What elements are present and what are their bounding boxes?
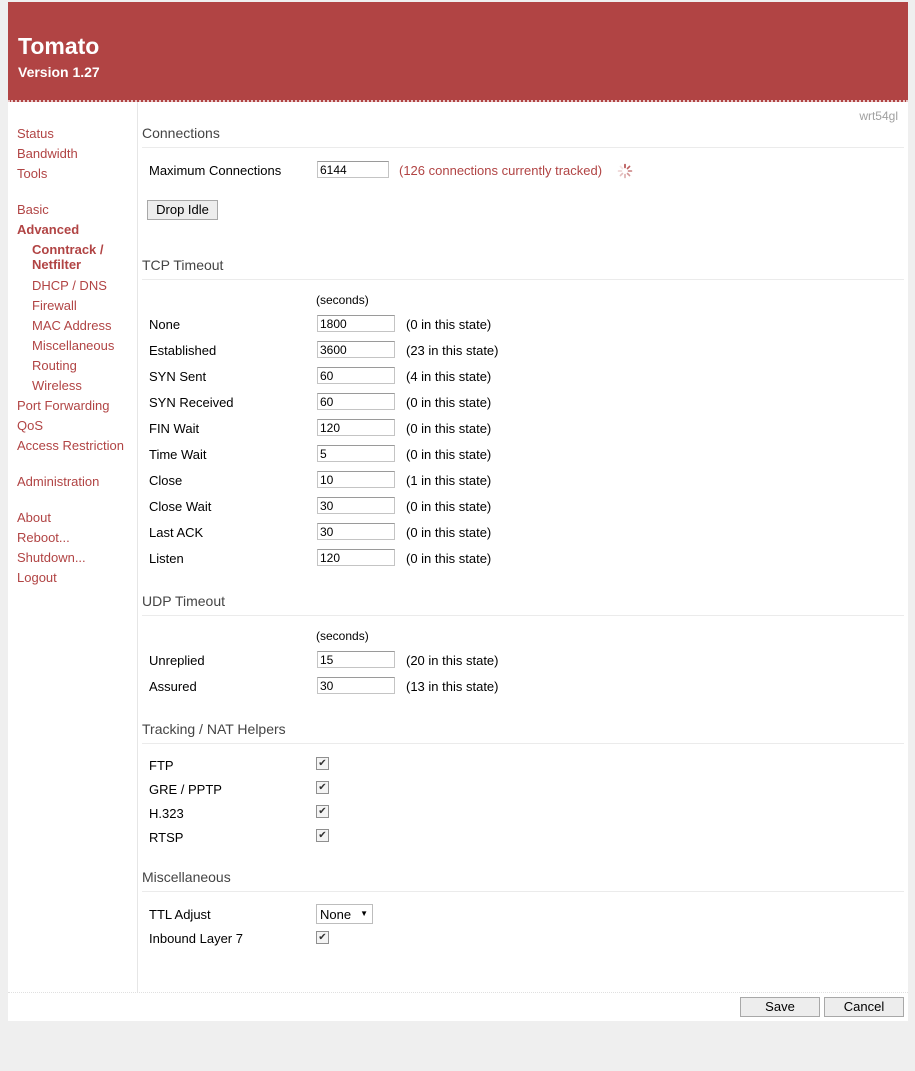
tcp-timeout-input[interactable] (317, 393, 395, 410)
helper-label: FTP (149, 758, 174, 773)
tcp-timeout-input[interactable] (317, 367, 395, 384)
tcp-timeout-count-note: (0 in this state) (406, 395, 492, 410)
loading-spinner-icon (617, 163, 633, 179)
max-connections-label: Maximum Connections (149, 163, 282, 178)
tcp-timeout-count-note: (0 in this state) (406, 525, 492, 540)
nav-conntrack-line2: Netfilter (32, 257, 82, 272)
section-connections-title: Connections (142, 125, 904, 148)
tcp-timeout-count-note: (0 in this state) (406, 551, 492, 566)
helper-checkbox[interactable]: ✔ (316, 781, 329, 794)
nav-administration[interactable]: Administration (17, 474, 100, 489)
udp-seconds-header: (seconds) (316, 629, 369, 643)
helper-checkbox[interactable]: ✔ (316, 757, 329, 770)
udp-timeout-count-note: (20 in this state) (406, 653, 499, 668)
nav-qos[interactable]: QoS (17, 418, 44, 433)
nav-conntrack[interactable] (32, 242, 104, 272)
nav-routing[interactable]: Routing (32, 358, 77, 373)
max-connections-input[interactable] (317, 161, 389, 178)
tcp-timeout-input[interactable] (317, 523, 395, 540)
tcp-seconds-header: (seconds) (316, 293, 369, 307)
tcp-timeout-label: SYN Received (149, 395, 234, 410)
nav-mac-address[interactable]: MAC Address (32, 318, 112, 333)
section-tcp-title: TCP Timeout (142, 257, 904, 280)
chevron-down-icon: ▼ (360, 909, 368, 918)
udp-timeout-input[interactable] (317, 651, 395, 668)
nav-miscellaneous[interactable]: Miscellaneous (32, 338, 115, 353)
tcp-timeout-input[interactable] (317, 497, 395, 514)
tcp-timeout-label: Established (149, 343, 217, 358)
ttl-adjust-label: TTL Adjust (149, 907, 211, 922)
sidebar-nav (8, 102, 138, 992)
footer-divider (8, 992, 908, 993)
nav-dhcp-dns[interactable]: DHCP / DNS (32, 278, 107, 293)
app-title: Tomato (18, 33, 100, 59)
nav-port-forwarding[interactable]: Port Forwarding (17, 398, 110, 413)
nav-status[interactable]: Status (17, 126, 54, 141)
app-version: Version 1.27 (18, 64, 100, 80)
connections-tracked-note: (126 connections currently tracked) (399, 163, 603, 178)
tcp-timeout-label: SYN Sent (149, 369, 207, 384)
nav-tools[interactable]: Tools (17, 166, 48, 181)
save-button[interactable]: Save (740, 997, 820, 1017)
inbound-l7-label: Inbound Layer 7 (149, 931, 243, 946)
section-misc-title: Miscellaneous (142, 869, 904, 892)
tcp-timeout-count-note: (23 in this state) (406, 343, 499, 358)
nav-logout[interactable]: Logout (17, 570, 57, 585)
ttl-adjust-select[interactable] (316, 904, 373, 924)
page-header (8, 2, 908, 102)
helper-label: RTSP (149, 830, 184, 845)
nav-reboot[interactable]: Reboot... (17, 530, 70, 545)
nav-about[interactable]: About (17, 510, 51, 525)
udp-timeout-input[interactable] (317, 677, 395, 694)
tcp-timeout-label: Last ACK (149, 525, 204, 540)
nav-bandwidth[interactable]: Bandwidth (17, 146, 78, 161)
helper-label: H.323 (149, 806, 184, 821)
tcp-timeout-input[interactable] (317, 341, 395, 358)
section-udp-title: UDP Timeout (142, 593, 904, 616)
helper-checkbox[interactable]: ✔ (316, 829, 329, 842)
nav-firewall[interactable]: Firewall (32, 298, 77, 313)
tcp-timeout-count-note: (1 in this state) (406, 473, 492, 488)
tcp-timeout-count-note: (0 in this state) (406, 317, 492, 332)
tcp-timeout-label: Time Wait (149, 447, 207, 462)
tcp-timeout-label: None (149, 317, 181, 332)
nav-basic[interactable]: Basic (17, 202, 49, 217)
helper-checkbox[interactable]: ✔ (316, 805, 329, 818)
tcp-timeout-count-note: (4 in this state) (406, 369, 492, 384)
tcp-timeout-input[interactable] (317, 419, 395, 436)
tcp-timeout-label: FIN Wait (149, 421, 200, 436)
nav-wireless[interactable]: Wireless (32, 378, 82, 393)
tcp-timeout-label: Close Wait (149, 499, 212, 514)
tcp-timeout-input[interactable] (317, 315, 395, 332)
tcp-timeout-input[interactable] (317, 445, 395, 462)
udp-timeout-label: Unreplied (149, 653, 205, 668)
content-frame (8, 102, 908, 1021)
cancel-button[interactable]: Cancel (824, 997, 904, 1017)
nav-conntrack-line1: Conntrack / (32, 242, 104, 257)
inbound-l7-checkbox[interactable]: ✔ (316, 931, 329, 944)
drop-idle-button[interactable]: Drop Idle (147, 200, 218, 220)
helper-label: GRE / PPTP (149, 782, 222, 797)
section-helpers-title: Tracking / NAT Helpers (142, 721, 904, 744)
tcp-timeout-input[interactable] (317, 549, 395, 566)
nav-advanced[interactable]: Advanced (17, 222, 80, 237)
udp-timeout-count-note: (13 in this state) (406, 679, 499, 694)
tcp-timeout-input[interactable] (317, 471, 395, 488)
ttl-adjust-value: None (320, 907, 352, 922)
nav-shutdown[interactable]: Shutdown... (17, 550, 86, 565)
nav-access-restriction[interactable]: Access Restriction (17, 438, 124, 453)
tcp-timeout-label: Close (149, 473, 183, 488)
udp-timeout-label: Assured (149, 679, 197, 694)
main-content (138, 102, 908, 992)
tcp-timeout-label: Listen (149, 551, 184, 566)
tcp-timeout-count-note: (0 in this state) (406, 499, 492, 514)
router-name: wrt54gl (859, 109, 898, 123)
tcp-timeout-count-note: (0 in this state) (406, 447, 492, 462)
tcp-timeout-count-note: (0 in this state) (406, 421, 492, 436)
